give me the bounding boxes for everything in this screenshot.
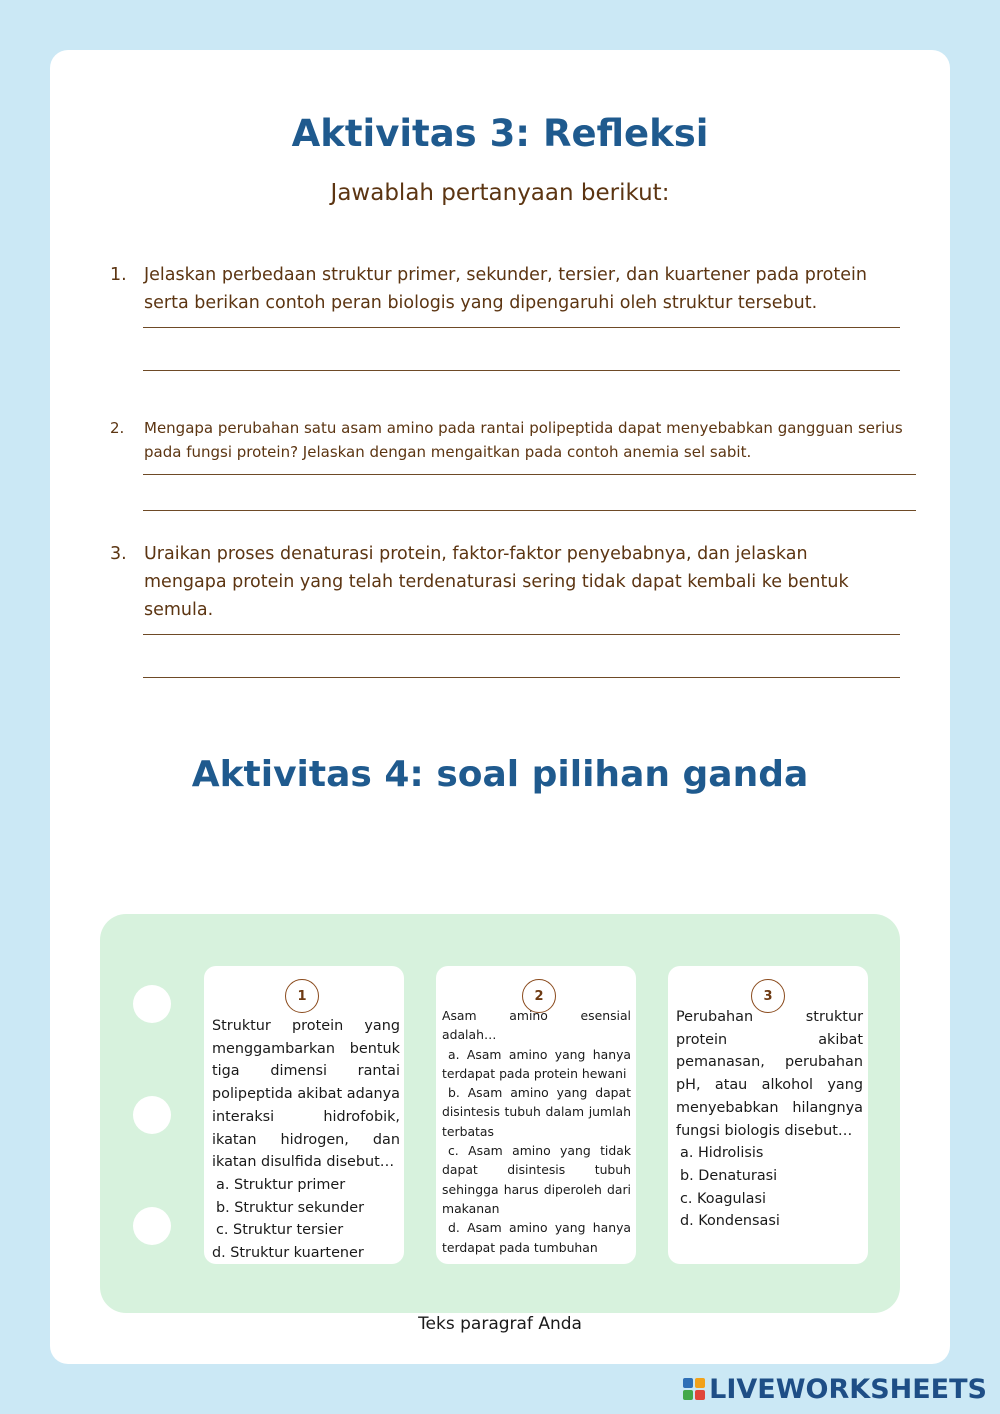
liveworksheets-logo-icon xyxy=(683,1378,705,1400)
quiz-question-text: Asam amino esensial adalah… xyxy=(442,1008,631,1043)
option-b xyxy=(442,1083,631,1141)
activity4-title: Aktivitas 4: soal pilihan ganda xyxy=(191,754,809,795)
answer-line[interactable] xyxy=(143,510,916,511)
option-d xyxy=(442,1218,631,1257)
option-c-text: c. Asam amino yang tidak dapat disintesis tubuh sehingga harus diperoleh dari makanan xyxy=(442,1143,631,1216)
answer-line[interactable] xyxy=(143,474,916,475)
quiz-card-3 xyxy=(668,966,868,1264)
option-c xyxy=(442,1141,631,1218)
option-a: a. Hidrolisis xyxy=(680,1145,764,1162)
quiz-question-text: Perubahan struktur protein akibat pemanasan, perubahan pH, atau alkohol yang menyebabkan hilangnya fungsi biologis disebut… xyxy=(676,1009,863,1139)
option-b-text: b. Asam amino yang dapat disintesis tubuh dalam jumlah terbatas xyxy=(442,1085,631,1139)
question-number: 3. xyxy=(110,544,127,564)
question-number: 1. xyxy=(110,265,127,285)
option-a-text: a. Asam amino yang hanya terdapat pada protein hewani xyxy=(442,1046,631,1081)
question-number-badge: 3 xyxy=(751,979,785,1013)
activity3-instruction: Jawablah pertanyaan berikut: xyxy=(330,180,670,206)
option-c: c. Struktur tersier xyxy=(216,1222,344,1239)
answer-drop-target-1[interactable] xyxy=(133,985,171,1023)
liveworksheets-brand[interactable] xyxy=(683,1372,987,1406)
answer-line[interactable] xyxy=(143,370,900,371)
option-d: d. Struktur kuartener xyxy=(212,1245,364,1262)
question-text: Mengapa perubahan satu asam amino pada rantai polipeptida dapat menyebabkan gangguan serius pada fungsi protein? Jelaskan dengan mengaitkan pada contoh anemia sel sabit. xyxy=(144,419,903,461)
question-text: Jelaskan perbedaan struktur primer, sekunder, tersier, dan kuartener pada protein serta berikan contoh peran biologis yang dipengaruhi oleh struktur tersebut. xyxy=(144,265,867,313)
option-b: b. Struktur sekunder xyxy=(216,1199,365,1216)
brand-name: LIVEWORKSHEETS xyxy=(709,1373,987,1405)
quiz-card-1 xyxy=(204,966,404,1264)
activity3-title: Aktivitas 3: Refleksi xyxy=(291,112,709,155)
question-number-badge: 1 xyxy=(285,979,319,1013)
answer-line[interactable] xyxy=(143,677,900,678)
option-b: b. Denaturasi xyxy=(680,1167,778,1184)
option-c: c. Koagulasi xyxy=(680,1190,766,1207)
option-d: d. Kondensasi xyxy=(680,1213,780,1230)
answer-line[interactable] xyxy=(143,634,900,635)
quiz-question-body xyxy=(442,1006,631,1257)
option-a: a. Struktur primer xyxy=(216,1176,346,1193)
quiz-question-body xyxy=(676,1006,863,1233)
answer-line[interactable] xyxy=(143,327,900,328)
quiz-question-text: Struktur protein yang menggambarkan bentuk tiga dimensi rantai polipeptida akibat adanya interaksi hidrofobik, ikatan hidrogen, dan ikatan disulfida disebut… xyxy=(212,1018,400,1171)
option-a xyxy=(442,1045,631,1084)
quiz-card-2 xyxy=(436,966,636,1264)
quiz-question-body xyxy=(212,1015,400,1265)
footer-paragraph: Teks paragraf Anda xyxy=(418,1314,582,1334)
question-text: Uraikan proses denaturasi protein, faktor-faktor penyebabnya, dan jelaskan mengapa protein yang telah terdenaturasi sering tidak dapat kembali ke bentuk semula. xyxy=(144,544,849,620)
answer-drop-target-2[interactable] xyxy=(133,1096,171,1134)
question-number-badge: 2 xyxy=(522,979,556,1013)
question-number: 2. xyxy=(110,419,125,437)
answer-drop-target-3[interactable] xyxy=(133,1207,171,1245)
option-d-text: d. Asam amino yang hanya terdapat pada tumbuhan xyxy=(442,1220,631,1255)
